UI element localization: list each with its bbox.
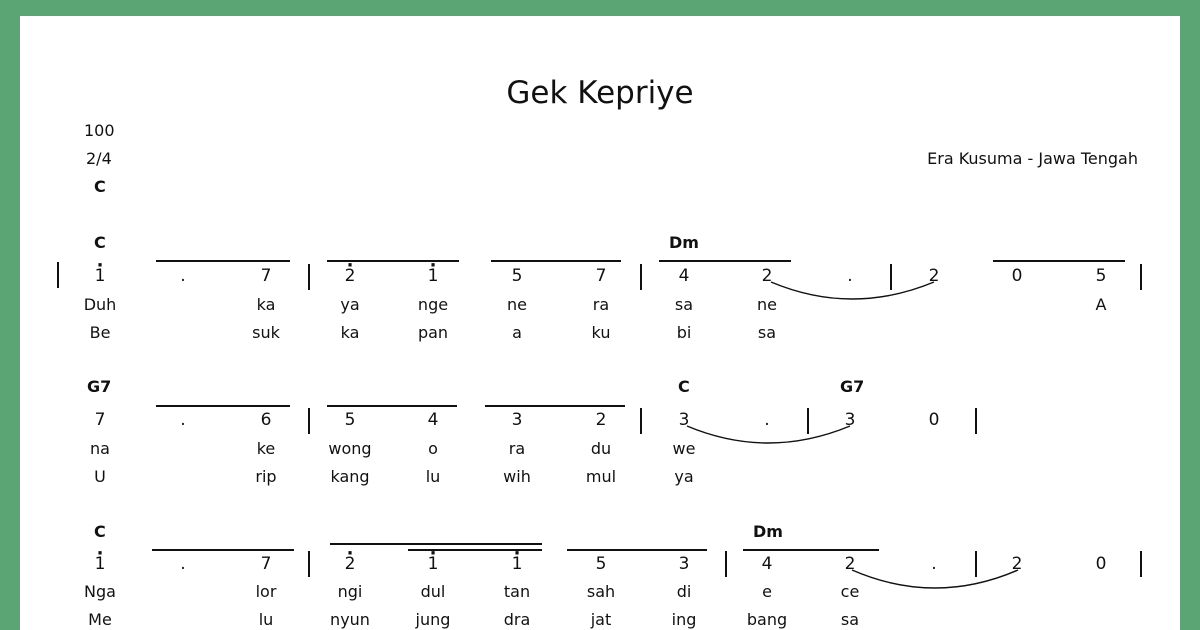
- note: 3: [678, 554, 690, 574]
- lyric: ne: [757, 295, 777, 314]
- chord: Dm: [669, 233, 699, 252]
- note: 5: [511, 266, 523, 286]
- lyric: du: [590, 439, 612, 458]
- song-title: Gek Kepriye: [506, 75, 694, 111]
- tempo: 100: [84, 121, 115, 140]
- note: 3: [678, 410, 690, 430]
- lyric: tan: [503, 582, 531, 601]
- lyric: ku: [591, 323, 611, 342]
- note: 2: [1011, 554, 1023, 574]
- note: · 2: [345, 268, 356, 285]
- lyric: lor: [255, 582, 277, 601]
- note: 0: [928, 410, 940, 430]
- note: 2: [928, 266, 940, 286]
- lyric: A: [1095, 295, 1107, 314]
- lyric: kang: [330, 467, 370, 486]
- note: · 1: [428, 556, 439, 573]
- note: · 1: [512, 556, 523, 573]
- note: 6: [260, 410, 272, 430]
- chord: G7: [840, 377, 865, 396]
- lyric: na: [90, 439, 110, 458]
- note: 7: [94, 410, 106, 430]
- note: .: [931, 554, 937, 574]
- lyric: rip: [255, 467, 277, 486]
- note: · 1: [95, 556, 106, 573]
- note: 5: [1095, 266, 1107, 286]
- note: 7: [260, 266, 272, 286]
- tie-slur: [771, 282, 934, 299]
- note: 4: [427, 410, 439, 430]
- lyric: ke: [256, 439, 276, 458]
- note: 2: [844, 554, 856, 574]
- lyric: Nga: [84, 582, 116, 601]
- note: 5: [344, 410, 356, 430]
- composer: Era Kusuma - Jawa Tengah: [927, 149, 1138, 168]
- lyric: ce: [840, 582, 860, 601]
- lyric: ne: [507, 295, 527, 314]
- note: · 1: [95, 268, 106, 285]
- note: 7: [595, 266, 607, 286]
- lyric: sa: [757, 323, 777, 342]
- lyric: ra: [592, 295, 610, 314]
- lyric: mul: [585, 467, 617, 486]
- tie-slur: [852, 570, 1018, 588]
- lyric: jat: [590, 610, 612, 629]
- lyric: wih: [503, 467, 531, 486]
- lyric: lu: [258, 610, 274, 629]
- note: .: [847, 266, 853, 286]
- note: 2: [595, 410, 607, 430]
- lyric: ing: [671, 610, 697, 629]
- chord: C: [94, 233, 106, 252]
- lyric: jung: [415, 610, 451, 629]
- lyric: bang: [746, 610, 788, 629]
- lyric: lu: [425, 467, 441, 486]
- lyric: wong: [328, 439, 372, 458]
- lyric: sa: [840, 610, 860, 629]
- lyric: pan: [417, 323, 449, 342]
- chord: C: [94, 522, 106, 541]
- time-signature: 2/4: [86, 149, 112, 168]
- lyric: Duh: [83, 295, 117, 314]
- lyric: Be: [89, 323, 111, 342]
- chord: G7: [87, 377, 112, 396]
- lyric: nyun: [330, 610, 370, 629]
- lyric: o: [428, 439, 438, 458]
- score-sheet: [20, 16, 1180, 630]
- lyric: nge: [417, 295, 449, 314]
- lyric: ra: [508, 439, 526, 458]
- lyric: Me: [88, 610, 112, 629]
- chord: C: [678, 377, 690, 396]
- tie-slurs: [20, 16, 1180, 630]
- lyric: ngi: [337, 582, 363, 601]
- note: .: [180, 554, 186, 574]
- lyric: U: [94, 467, 106, 486]
- lyric: sa: [674, 295, 694, 314]
- lyric: sah: [586, 582, 616, 601]
- note: · 1: [428, 268, 439, 285]
- note: 7: [260, 554, 272, 574]
- lyric: dul: [420, 582, 446, 601]
- lyric: bi: [676, 323, 692, 342]
- lyric: ya: [674, 467, 694, 486]
- tie-slur: [687, 426, 850, 443]
- note: .: [180, 410, 186, 430]
- note: · 2: [345, 556, 356, 573]
- lyric: a: [512, 323, 522, 342]
- lyric: e: [762, 582, 772, 601]
- note: 0: [1011, 266, 1023, 286]
- note: 2: [761, 266, 773, 286]
- note: .: [180, 266, 186, 286]
- key-chord: C: [94, 177, 106, 196]
- lyric: we: [672, 439, 696, 458]
- lyric: ya: [340, 295, 360, 314]
- lyric: ka: [256, 295, 276, 314]
- note: 5: [595, 554, 607, 574]
- chord: Dm: [753, 522, 783, 541]
- lyric: di: [676, 582, 692, 601]
- note: 3: [844, 410, 856, 430]
- note: 3: [511, 410, 523, 430]
- note: 4: [761, 554, 773, 574]
- lyric: ka: [340, 323, 360, 342]
- lyric: suk: [252, 323, 280, 342]
- note: 0: [1095, 554, 1107, 574]
- note: .: [764, 410, 770, 430]
- note: 4: [678, 266, 690, 286]
- lyric: dra: [503, 610, 531, 629]
